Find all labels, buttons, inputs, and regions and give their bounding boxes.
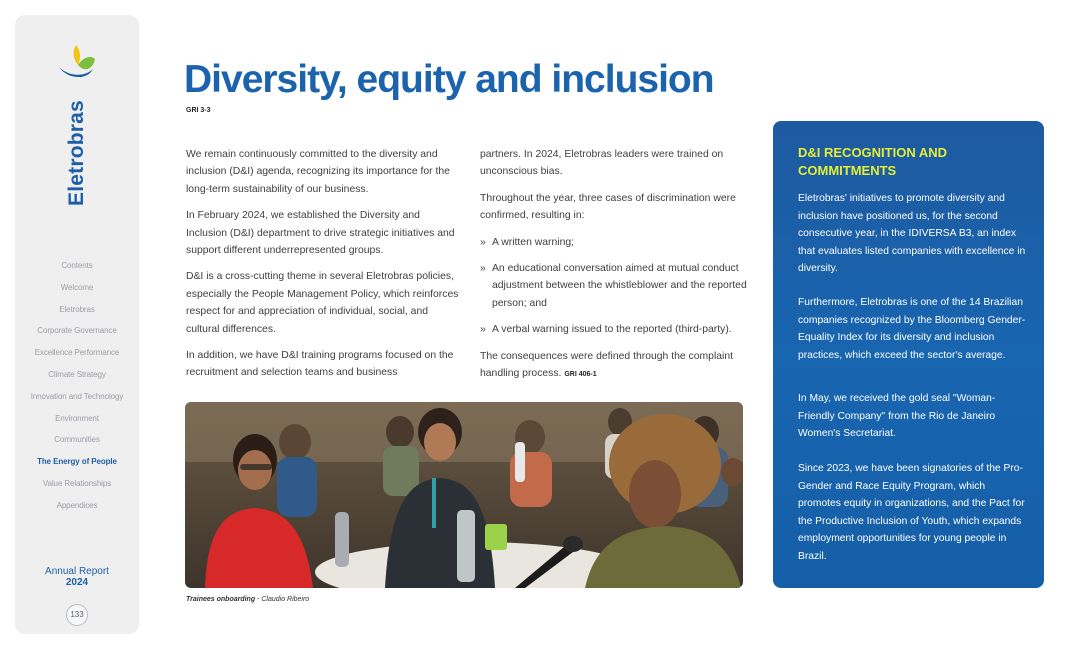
trainees-onboarding-photo	[185, 402, 743, 588]
paragraph	[480, 348, 748, 384]
nav-item-climate-strategy[interactable]: Climate Strategy	[48, 369, 106, 379]
page-title: Diversity, equity and inclusion	[184, 58, 714, 101]
nav-item-appendices[interactable]: Appendices	[56, 500, 98, 510]
eletrobras-logo-text: Eletrobras	[65, 100, 88, 206]
nav-item-communities[interactable]: Communities	[54, 435, 100, 445]
paragraph: partners. In 2024, Eletrobras leaders were trained on unconscious bias.	[480, 149, 724, 178]
recognition-paragraph: Furthermore, Eletrobras is one of the 14 Brazilian companies recognized by the Bloomberg Gender-Equality Index for its diversity and inclusion practices, which exceed the sector's average.	[798, 297, 1026, 361]
nav-item-corporate-governance[interactable]: Corporate Governance	[37, 326, 117, 336]
sidebar	[15, 15, 139, 634]
recognition-box-title: D&I RECOGNITION AND COMMITMENTS	[798, 145, 948, 178]
gri-reference-inline: GRI 406-1	[564, 371, 597, 379]
nav-item-contents[interactable]: Contents	[61, 261, 93, 270]
page-number: 133	[66, 604, 88, 626]
caption-title: Trainees onboarding	[186, 596, 256, 603]
recognition-paragraph: Eletrobras' initiatives to promote diversity and inclusion have positioned us, for the second consecutive year, in the IDIVERSA B3, an index that evaluates listed companies with excellence in diversity.	[798, 193, 1026, 274]
nav-item-energy-of-people[interactable]: The Energy of People	[37, 457, 117, 467]
text-column-2	[480, 146, 748, 392]
caption-separator: -	[255, 596, 262, 603]
nav-item-welcome[interactable]: Welcome	[60, 282, 94, 292]
nav-item-excellence-performance[interactable]: Excellence Performance	[34, 348, 120, 358]
paragraph: In addition, we have D&I training programs focused on the recruitment and selection teams and business	[186, 350, 454, 379]
sidebar-nav	[15, 255, 139, 517]
discrimination-outcomes-list	[480, 234, 748, 339]
paragraph: D&I is a cross-cutting theme in several Eletrobras policies, especially the People Management Policy, which reinforces respect for and appreciation of individual, social, and cultural differences.	[186, 271, 459, 335]
text-column-1	[186, 146, 461, 391]
nav-item-environment[interactable]: Environment	[55, 413, 99, 423]
recognition-paragraph: Since 2023, we have been signatories of the Pro-Gender and Race Equity Program, which promotes equity in organizations, and the Pact for the Productive Inclusion of Youth, which expands employment opportunities for young people in Brazil.	[798, 463, 1025, 562]
paragraph: Throughout the year, three cases of discrimination were confirmed, resulting in:	[480, 192, 736, 222]
nav-item-innovation-technology[interactable]: Innovation and Technology	[30, 391, 124, 401]
list-item: » A verbal warning issued to the reported (third-party).	[480, 321, 748, 338]
recognition-box	[773, 121, 1044, 588]
paragraph: In February 2024, we established the Diversity and Inclusion (D&I) department to drive strategic initiatives and support different underrepresented groups.	[186, 210, 455, 257]
annual-report-label: Annual Report	[45, 566, 109, 577]
photo-illustration	[185, 402, 743, 588]
nav-item-value-relationships[interactable]: Value Relationships	[42, 478, 112, 488]
annual-report-year: 2024	[65, 577, 89, 588]
paragraph: We remain continuously committed to the diversity and inclusion (D&I) agenda, recognizing its importance for the long-term sustainability of our business.	[186, 149, 450, 195]
gri-reference: GRI 3-3	[186, 107, 211, 114]
eletrobras-logo-icon	[59, 43, 95, 83]
nav-item-eletrobras[interactable]: Eletrobras	[59, 304, 95, 314]
caption-credit: Claudio Ribeiro	[261, 596, 310, 603]
recognition-paragraph: In May, we received the gold seal "Woman-Friendly Company" from the Rio de Janeiro Women's Secretariat.	[798, 393, 996, 439]
paragraph-text: The consequences were defined through the complaint handling process.	[480, 350, 734, 380]
photo-caption	[186, 596, 309, 603]
list-item: » A written warning;	[480, 234, 748, 251]
list-item: » An educational conversation aimed at mutual conduct adjustment between the whistleblower and the reported person; and	[480, 260, 748, 312]
